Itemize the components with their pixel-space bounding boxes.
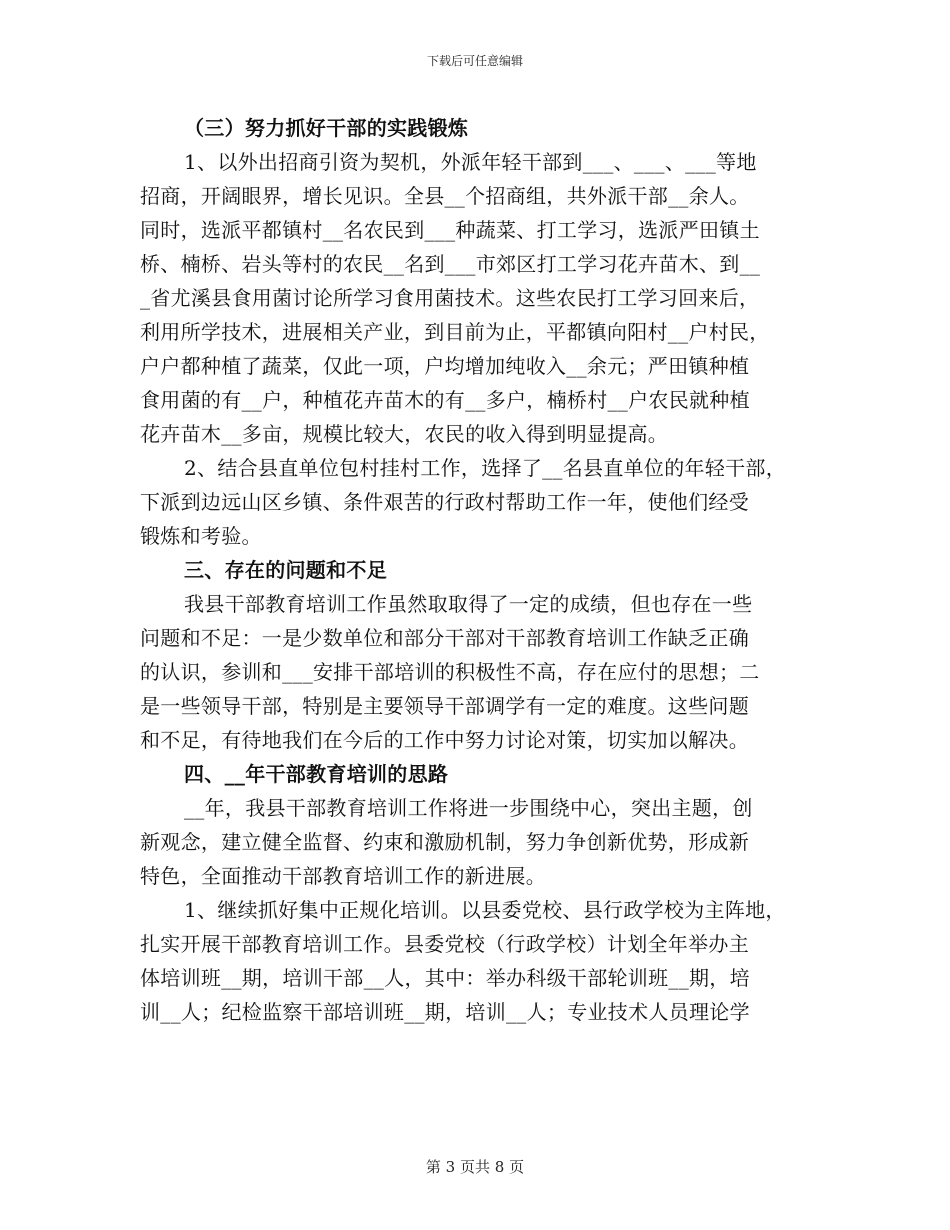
paragraph-line: 问题和不足：一是少数单位和部分干部对干部教育培训工作缺乏正确 [140,626,749,650]
paragraph-line: 户户都种植了蔬菜，仅此一项，户均增加纯收入__余元；严田镇种植 [140,354,750,378]
paragraph-line: 锻炼和考验。 [140,524,262,548]
paragraph-line: 和不足，有待地我们在今后的工作中努力讨论对策，切实加以解决。 [140,728,749,752]
paragraph-line: 新观念，建立健全监督、约束和激励机制，努力争创新优势，形成新 [140,830,749,854]
paragraph-line: 花卉苗木__多亩，规模比较大，农民的收入得到明显提高。 [140,422,669,446]
section-heading: （三）努力抓好干部的实践锻炼 [184,116,469,140]
paragraph-line: _省尤溪县食用菌讨论所学习食用菌技术。这些农民打工学习回来后， [140,286,760,310]
paragraph-line: 1、以外出招商引资为契机，外派年轻干部到___、___、___等地 [184,150,757,174]
paragraph-line: 是一些领导干部，特别是主要领导干部调学有一定的难度。这些问题 [140,694,749,718]
paragraph-line: __年，我县干部教育培训工作将进一步围绕中心，突出主题，创 [184,796,753,820]
paragraph-line: 1、继续抓好集中正规化培训。以县委党校、县行政学校为主阵地， [184,898,786,922]
paragraph-line: 我县干部教育培训工作虽然取取得了一定的成绩，但也存在一些 [184,592,753,616]
section-heading: 四、__年干部教育培训的思路 [184,762,449,786]
paragraph-line: 同时，选派平都镇村__名农民到___种蔬菜、打工学习，选派严田镇土 [140,218,760,242]
paragraph-line: 扎实开展干部教育培训工作。县委党校（行政学校）计划全年举办主 [140,932,749,956]
section-heading: 三、存在的问题和不足 [184,558,387,582]
page-header: 下载后可任意编辑 [426,54,523,68]
document-body [140,111,812,1029]
paragraph-line: 桥、楠桥、岩头等村的农民__名到___市郊区打工学习花卉苗木、到__ [140,252,761,276]
paragraph-line: 的认识，参训和___安排干部培训的积极性不高，存在应付的思想；二 [140,660,760,684]
paragraph-line: 利用所学技术，进展相关产业，到目前为止，平都镇向阳村__户村民， [140,320,770,344]
paragraph-line: 体培训班__期，培训干部__人，其中：举办科级干部轮训班__期，培 [140,966,750,990]
paragraph-line: 招商，开阔眼界，增长见识。全县__个招商组，共外派干部__余人。 [140,184,750,208]
paragraph-line: 食用菌的有__户，种植花卉苗木的有__多户，楠桥村__户农民就种植 [140,388,750,412]
paragraph-line: 下派到边远山区乡镇、条件艰苦的行政村帮助工作一年，使他们经受 [140,490,749,514]
paragraph-line: 2、结合县直单位包村挂村工作，选择了__名县直单位的年轻干部， [184,456,787,480]
paragraph-line: 特色，全面推动干部教育培训工作的新进展。 [140,864,546,888]
page-footer: 第 3 页共 8 页 [425,1158,525,1176]
paragraph-line: 训__人；纪检监察干部培训班__期，培训__人；专业技术人员理论学 [140,1000,750,1024]
